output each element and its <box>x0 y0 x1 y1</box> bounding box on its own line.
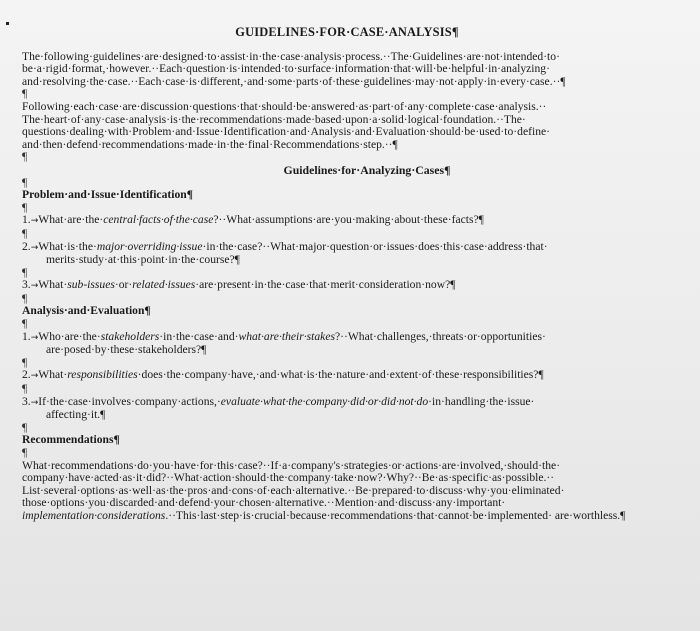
heading-recommendations: Recommendations¶ <box>22 433 120 447</box>
tab-arrow: → <box>30 216 39 227</box>
question-text: ·or· <box>114 278 133 292</box>
tab-arrow: → <box>30 281 39 292</box>
empty-paragraph-mark: ¶ <box>22 420 28 434</box>
question-2-1 <box>22 331 672 357</box>
empty-paragraph-mark: ¶ <box>22 446 28 459</box>
question-2-2 <box>22 369 672 383</box>
tab-arrow: → <box>30 332 39 343</box>
question-text: ·does·the·company·have,·and·what·is·the·nature·and·extent·of·these·responsibilities?¶ <box>137 368 544 382</box>
question-text: ·in·the·case?··What·major·question·or·issues·does·this·case·address·that· <box>202 239 548 253</box>
list-number: 3. <box>22 278 31 292</box>
question-text: What· <box>38 278 68 292</box>
question-text: ?··What·assumptions·are·you·making·about·these·facts?¶ <box>213 213 484 227</box>
question-text: If·the·case·involves·company·actions,· <box>38 394 221 408</box>
question-1-2 <box>22 241 672 267</box>
empty-paragraph-mark: ¶ <box>22 87 28 101</box>
question-emphasis: sub-issues <box>67 278 115 292</box>
list-number: 1. <box>22 213 31 227</box>
question-text: What·is·the· <box>38 239 97 253</box>
question-continuation: merits·study·at·this·point·in·the·course?¶ <box>46 253 240 267</box>
section-subtitle: Guidelines·for·Analyzing·Cases¶ <box>283 162 451 177</box>
empty-paragraph-mark: ¶ <box>22 226 28 240</box>
question-1-3 <box>22 279 672 293</box>
heading-analysis-evaluation: Analysis·and·Evaluation¶ <box>22 304 151 318</box>
question-text: Who·are·the· <box>38 329 101 343</box>
paragraph-emphasis: implementation·considerations <box>22 508 166 522</box>
list-number: 2. <box>22 368 31 382</box>
empty-paragraph-mark: ¶ <box>22 265 28 279</box>
question-emphasis: what·are·their·stakes <box>238 329 335 343</box>
empty-paragraph-mark: ¶ <box>22 175 28 189</box>
question-1-1 <box>22 214 672 228</box>
empty-paragraph-mark: ¶ <box>22 317 28 331</box>
question-text: What·are·the· <box>38 213 104 227</box>
question-emphasis: responsibilities <box>67 368 138 382</box>
tab-arrow: → <box>30 242 39 253</box>
list-number: 2. <box>22 239 31 253</box>
question-emphasis: related·issues <box>132 278 196 292</box>
question-continuation: affecting·it.¶ <box>46 408 106 422</box>
list-number: 3. <box>22 394 31 408</box>
question-continuation: are·posed·by·these·stakeholders?¶ <box>46 343 207 357</box>
intro-paragraph-2: Following·each·case·are·discussion·questions·that·should·be·answered·as·part·of·any·complete·case·analysis.·· The·heart·of·any·case·analysis·is·the·recommendations·made·based·upon·a·solid·logical·foundation.··The· questions·dealing·with·Problem·and·Issue·Identification·and·Analysis·and·Evaluation·should·be·used·to·define· and·then·defend·recommendations·made·in·the·final·Recommendations·step.··¶ <box>22 99 550 151</box>
list-number: 1. <box>22 329 31 343</box>
question-text: What· <box>38 368 68 382</box>
paragraph-text: .··This·last·step·is·crucial·because·recommendations·that·cannot·be·implemented· are·worthless.¶ <box>165 508 626 522</box>
tab-arrow: → <box>30 371 39 382</box>
recommendations-paragraph <box>22 460 672 523</box>
question-2-3 <box>22 396 672 422</box>
intro-paragraph-1: The·following·guidelines·are·designed·to·assist·in·the·case·analysis·process.··The·Guidelines·are·not·intended·to· be·a·rigid·format,·however.··Each·question·is·intended·to·surface·information·that·will·be·helpful·in·analyzing· and·resolving·the·case.··Each·case·is·different,·and·some·parts·of·these·guidelines·may·not·apply·in·every·case.··¶ <box>22 49 566 88</box>
question-text: ·in·the·case·and· <box>159 329 239 343</box>
question-text: ·in·handling·the·issue· <box>428 394 535 408</box>
document-title: GUIDELINES·FOR·CASE·ANALYSIS¶ <box>235 25 459 39</box>
paragraph-text: What·recommendations·do·you·have·for·this·case?··If·a·company's·strategies·or·actions·are·involved,·should·the· company·have·acted·as·it·did?··What·action·should·the·company·take·now?·Why?··Be·as·specific·as·possible.·· List·several·options·as·well·as·the·pros·and·cons·of·each·alternative.··Be·prepared·to·discuss·why·you·eliminated· those·options·you·discarded·and·defend·your·chosen·alternative.··Mention·and·discuss·any·important· <box>22 458 565 510</box>
empty-paragraph-mark: ¶ <box>22 291 28 305</box>
question-emphasis: major·overriding·issue <box>96 239 203 253</box>
question-emphasis: central·facts·of·the·case <box>103 213 214 227</box>
question-emphasis: evaluate·what·the·company·did·or·did·not·do <box>220 394 429 408</box>
empty-paragraph-mark: ¶ <box>22 150 28 164</box>
document-body <box>22 26 672 523</box>
question-emphasis: stakeholders <box>100 329 160 343</box>
empty-paragraph-mark: ¶ <box>22 355 28 369</box>
question-text: ·are·present·in·the·case·that·merit·consideration·now?¶ <box>195 278 456 292</box>
tab-arrow: → <box>30 397 39 408</box>
empty-paragraph-mark: ¶ <box>22 200 28 214</box>
question-text: ?··What·challenges,·threats·or·opportunities· <box>334 329 546 343</box>
heading-problem-identification: Problem·and·Issue·Identification¶ <box>22 188 193 202</box>
empty-paragraph-mark: ¶ <box>22 382 28 396</box>
bullet-marker <box>6 22 9 25</box>
